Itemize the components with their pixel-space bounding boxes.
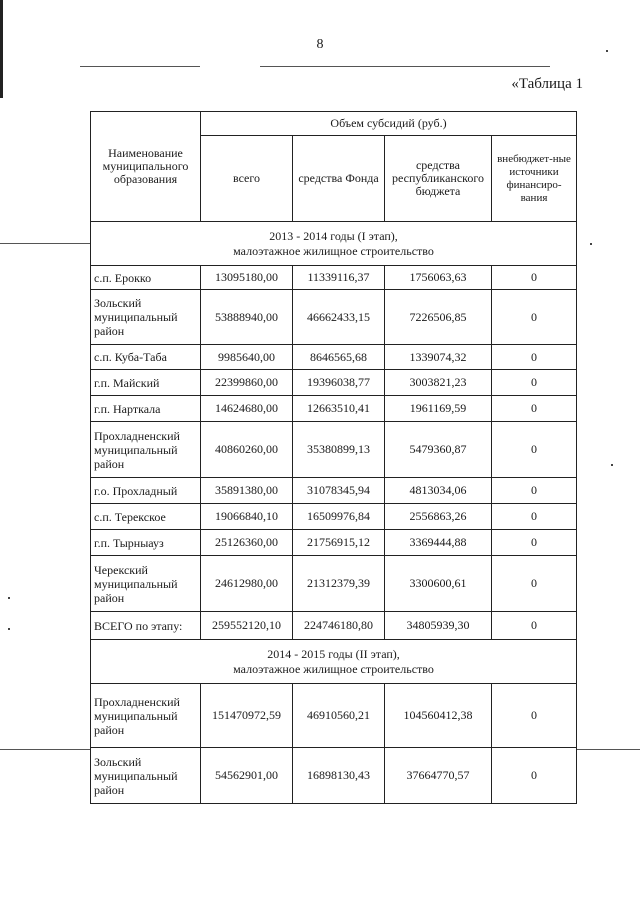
- scan-artifact-line: [260, 66, 550, 67]
- row-fund: 31078345,94: [293, 478, 385, 504]
- page-number: 8: [316, 37, 324, 52]
- row-total: 151470972,59: [201, 684, 293, 748]
- row-budget: 104560412,38: [385, 684, 492, 748]
- stage1-type: малоэтажное жилищное строительство: [233, 243, 434, 258]
- row-fund: 11339116,37: [293, 266, 385, 290]
- row-total: 24612980,00: [201, 556, 293, 612]
- table-row: [91, 748, 577, 804]
- scan-speck: [590, 243, 592, 245]
- scan-artifact-line: [0, 749, 90, 750]
- subsidy-table: [90, 111, 577, 804]
- header-republic-budget: средства республиканского бюджета: [385, 136, 492, 222]
- row-total: 25126360,00: [201, 530, 293, 556]
- row-name: г.п. Тырныауз: [91, 530, 201, 556]
- header-extrabudgetary: внебюджет-ные источники финансиро-вания: [492, 136, 577, 222]
- row-extra: 0: [492, 478, 577, 504]
- row-fund: 19396038,77: [293, 370, 385, 396]
- row-budget: 1961169,59: [385, 396, 492, 422]
- total-row-name: ВСЕГО по этапу:: [91, 612, 201, 640]
- row-total: 19066840,10: [201, 504, 293, 530]
- row-fund: 46910560,21: [293, 684, 385, 748]
- table-row: [91, 396, 577, 422]
- scan-speck: [611, 464, 613, 466]
- row-extra: 0: [492, 556, 577, 612]
- row-total: 54562901,00: [201, 748, 293, 804]
- header-fund: средства Фонда: [293, 136, 385, 222]
- row-budget: 1339074,32: [385, 345, 492, 370]
- row-extra: 0: [492, 290, 577, 345]
- total-row: [91, 612, 577, 640]
- table-row: [91, 370, 577, 396]
- stage-row: [91, 640, 577, 684]
- row-extra: 0: [492, 504, 577, 530]
- row-name: Черекский муниципальный район: [91, 556, 201, 612]
- row-extra: 0: [492, 530, 577, 556]
- row-name: Прохладненский муниципальный район: [91, 422, 201, 478]
- row-total: 40860260,00: [201, 422, 293, 478]
- row-fund: 12663510,41: [293, 396, 385, 422]
- table-row: [91, 684, 577, 748]
- row-name: Прохладненский муниципальный район: [91, 684, 201, 748]
- table-row: [91, 556, 577, 612]
- row-fund: 16898130,43: [293, 748, 385, 804]
- row-fund: 35380899,13: [293, 422, 385, 478]
- row-extra: 0: [492, 396, 577, 422]
- header-total: всего: [201, 136, 293, 222]
- row-fund: 46662433,15: [293, 290, 385, 345]
- row-total: 9985640,00: [201, 345, 293, 370]
- table-row: [91, 345, 577, 370]
- row-extra: 0: [492, 370, 577, 396]
- scan-artifact-line: [80, 66, 200, 67]
- row-total: 22399860,00: [201, 370, 293, 396]
- row-name: с.п. Ерокко: [91, 266, 201, 290]
- row-budget: 37664770,57: [385, 748, 492, 804]
- table-row: [91, 504, 577, 530]
- row-extra: 0: [492, 266, 577, 290]
- total-row-extra: 0: [492, 612, 577, 640]
- row-budget: 3369444,88: [385, 530, 492, 556]
- stage1-heading: [91, 222, 577, 266]
- row-total: 53888940,00: [201, 290, 293, 345]
- header-subsidy-volume: Объем субсидий (руб.): [201, 112, 577, 136]
- row-extra: 0: [492, 345, 577, 370]
- row-total: 13095180,00: [201, 266, 293, 290]
- stage2-type: малоэтажное жилищное строительство: [233, 661, 434, 676]
- row-name: Зольский муниципальный район: [91, 290, 201, 345]
- scan-artifact-line: [0, 243, 90, 244]
- row-name: г.п. Нарткала: [91, 396, 201, 422]
- row-extra: 0: [492, 748, 577, 804]
- row-extra: 0: [492, 684, 577, 748]
- row-budget: 1756063,63: [385, 266, 492, 290]
- row-name: с.п. Куба-Таба: [91, 345, 201, 370]
- total-row-budget: 34805939,30: [385, 612, 492, 640]
- stage-row: [91, 222, 577, 266]
- table-row: [91, 422, 577, 478]
- total-row-total: 259552120,10: [201, 612, 293, 640]
- row-budget: 3003821,23: [385, 370, 492, 396]
- stage2-period: 2014 - 2015 годы (II этап),: [267, 646, 400, 661]
- row-budget: 7226506,85: [385, 290, 492, 345]
- table-caption: «Таблица 1: [511, 76, 583, 92]
- row-name: г.п. Майский: [91, 370, 201, 396]
- stage2-heading: [91, 640, 577, 684]
- row-name: Зольский муниципальный район: [91, 748, 201, 804]
- row-name: с.п. Терекское: [91, 504, 201, 530]
- row-fund: 16509976,84: [293, 504, 385, 530]
- header-name-column: Наименование муниципального образования: [91, 112, 201, 222]
- table-row: [91, 266, 577, 290]
- row-fund: 8646565,68: [293, 345, 385, 370]
- row-fund: 21756915,12: [293, 530, 385, 556]
- table-row: [91, 530, 577, 556]
- row-total: 14624680,00: [201, 396, 293, 422]
- row-fund: 21312379,39: [293, 556, 385, 612]
- row-budget: 4813034,06: [385, 478, 492, 504]
- scan-speck: [8, 628, 10, 630]
- row-budget: 2556863,26: [385, 504, 492, 530]
- table-row: [91, 478, 577, 504]
- row-total: 35891380,00: [201, 478, 293, 504]
- row-name: г.о. Прохладный: [91, 478, 201, 504]
- row-budget: 3300600,61: [385, 556, 492, 612]
- scan-speck: [8, 597, 10, 599]
- total-row-fund: 224746180,80: [293, 612, 385, 640]
- row-budget: 5479360,87: [385, 422, 492, 478]
- row-extra: 0: [492, 422, 577, 478]
- stage1-period: 2013 - 2014 годы (I этап),: [269, 228, 398, 243]
- scan-artifact-line: [576, 749, 640, 750]
- table-row: [91, 290, 577, 345]
